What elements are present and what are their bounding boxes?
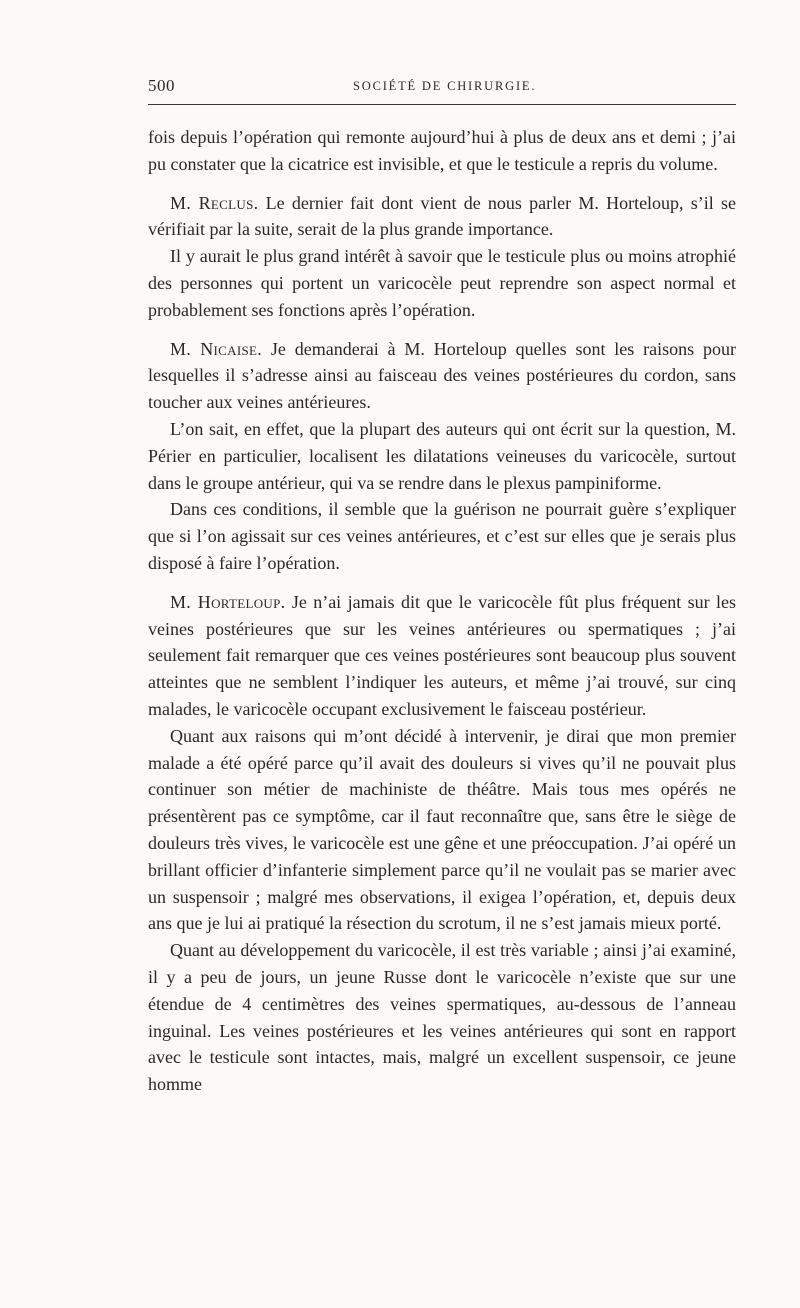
speaker-name: M. Horteloup. xyxy=(170,591,286,612)
paragraph-text: L’on sait, en effet, que la plupart des auteurs qui ont écrit sur la question, M. Périer en particulier, localisent les dilatations veineuses du varicocèle, surtout dans le groupe antérieur, qui va se rendre dans le plexus pampiniforme. xyxy=(148,418,736,493)
body-text xyxy=(148,124,736,1098)
paragraph xyxy=(148,416,736,496)
paragraph xyxy=(148,496,736,576)
paragraph xyxy=(148,723,736,937)
paragraph xyxy=(148,243,736,323)
speaker-name: M. Nicaise. xyxy=(170,338,263,359)
paragraph-text: Quant aux raisons qui m’ont décidé à intervenir, je dirai que mon premier malade a été opéré parce qu’il avait des douleurs si vives qu’il ne pouvait plus continuer son métier de machiniste de théâtre. Mais tous mes opérés ne présentèrent pas ce symptôme, car il faut reconnaître que, sans être le siège de douleurs très vives, le varicocèle est une gêne et une préoccupation. J’ai opéré un brillant officier d’infanterie simplement parce qu’il ne voulait pas se marier avec un suspensoir ; malgré mes observations, il exigea l’opération, et, depuis deux ans que je lui ai pratiqué la résection du scrotum, il ne s’est jamais mieux porté. xyxy=(148,725,736,934)
speaker-name: M. Reclus. xyxy=(170,192,259,213)
paragraph-text: Quant au développement du varicocèle, il est très variable ; ainsi j’ai examiné, il y a peu de jours, un jeune Russe dont le varicocèle n’existe que sur une étendue de 4 centimètres des veines spermatiques, au-dessous de l’anneau inguinal. Les veines postérieures et les veines antérieures qui sont en rapport avec le testicule sont intactes, mais, malgré un excellent suspensoir, ce jeune homme xyxy=(148,940,736,1095)
paragraph xyxy=(148,336,736,416)
paragraph-text: Dans ces conditions, il semble que la guérison ne pourrait guère s’expliquer que si l’on agissait sur ces veines antérieures, et c’est sur elles que je serais plus disposé à faire l’opération. xyxy=(148,499,736,573)
paragraph-text: Le dernier fait dont vient de nous parler M. Horteloup, s’il se vérifiait par la suite, serait de la plus grande importance. xyxy=(148,192,737,240)
paragraph-text: Je n’ai jamais dit que le varicocèle fût plus fréquent sur les veines postérieures que sur les veines antérieures ou spermatiques ; j’ai seulement fait remarquer que ces veines postérieures sont beaucoup plus souvent atteintes que ne semblent l’indiquer les auteurs, et même j’ai trouvé, sur cinq malades, le varicocèle occupant exclusivement le faisceau postérieur. xyxy=(148,591,737,719)
running-title: SOCIÉTÉ DE CHIRURGIE. xyxy=(353,79,537,93)
page-number: 500 xyxy=(148,76,175,95)
paragraph xyxy=(148,589,736,723)
paragraph-text: Je demanderai à M. Horteloup quelles sont les raisons pour lesquelles il s’adresse ainsi au faisceau des veines postérieures du cordon, sans toucher aux veines antérieures. xyxy=(148,338,736,413)
paragraph-text: Il y aurait le plus grand intérêt à savoir que le testicule plus ou moins atrophié des personnes qui portent un varicocèle peut reprendre son aspect normal et probablement ses fonctions après l’opération. xyxy=(148,246,736,320)
paragraph-text: fois depuis l’opération qui remonte aujourd’hui à plus de deux ans et demi ; j’ai pu constater que la cicatrice est invisible, et que le testicule a repris du volume. xyxy=(148,127,736,174)
paragraph xyxy=(148,937,736,1098)
paragraph xyxy=(148,190,736,244)
page-header xyxy=(148,76,736,105)
paragraph xyxy=(148,124,736,178)
